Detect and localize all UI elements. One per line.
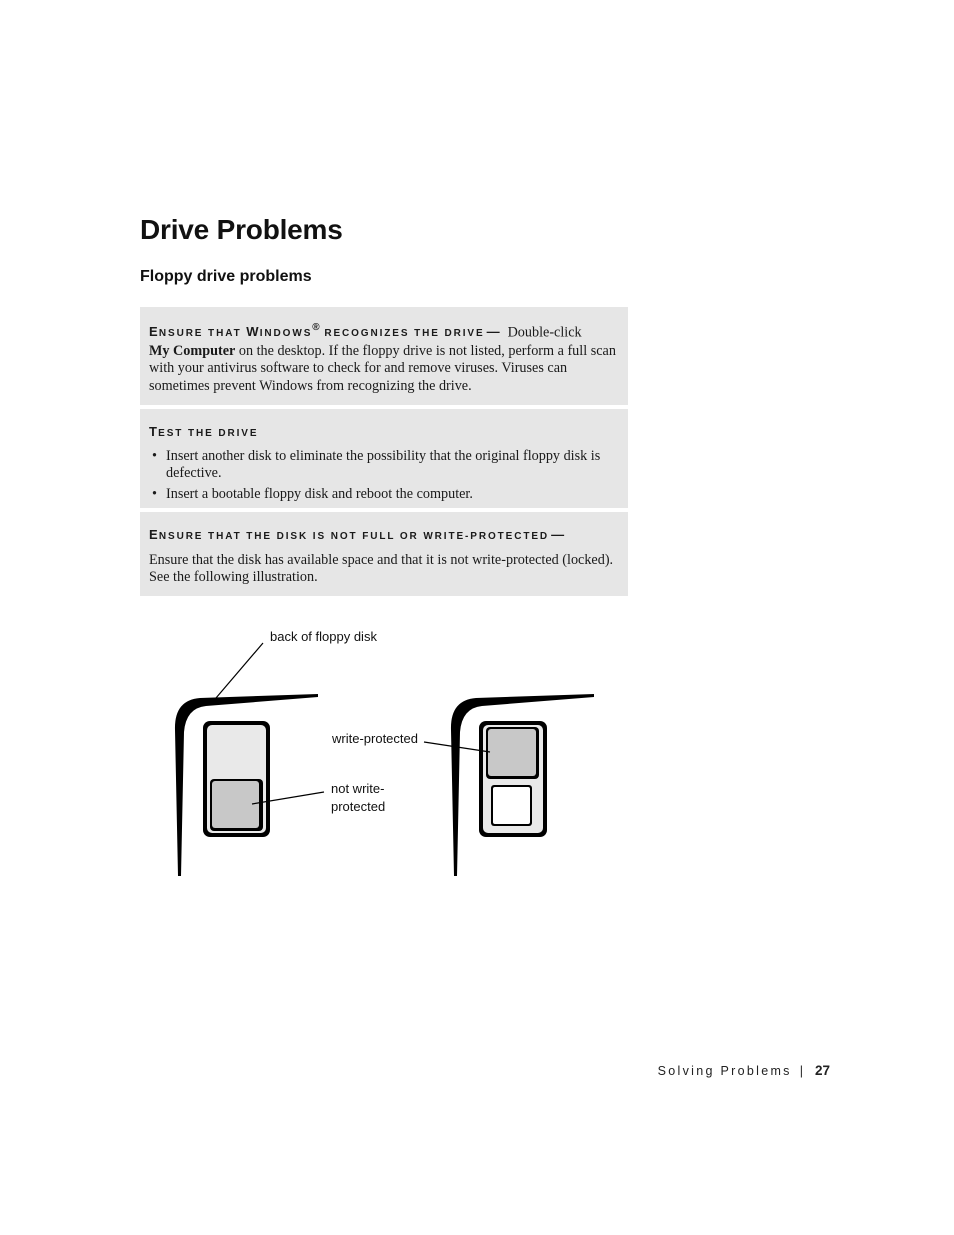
leader-line-write-protected [424,742,490,752]
em-dash: — [551,527,565,542]
my-computer-term: My Computer [149,342,236,359]
tip-lead: Double-click [507,324,582,341]
write-protect-slot-unlocked [203,721,270,837]
label-back-of-floppy-disk: back of floppy disk [270,629,377,644]
label-not-write-protected-line1: not write- [331,781,385,796]
bullet-list [149,448,616,504]
tip-box-test-drive [140,409,628,508]
page-number: 27 [814,1063,830,1078]
tip-heading: ENSURE THAT WINDOWS® RECOGNIZES THE DRIVE [149,322,485,340]
label-write-protected: write-protected [332,731,418,746]
footer-section-name: Solving Problems [657,1064,792,1078]
tip-body: Ensure that the disk has available space and that it is not write-protected (locked). See the following illustration. [149,551,614,585]
label-not-write-protected-line2: protected [331,799,386,814]
tip-box-windows-recognizes [140,307,628,405]
leader-line-back [210,643,263,705]
tip-heading: ENSURE THAT THE DISK IS NOT FULL OR WRITE-PROTECTED [149,527,550,542]
list-item: • Insert another disk to eliminate the possibility that the original floppy disk is defective. [149,448,616,483]
open-window [493,787,530,824]
write-protect-slot-locked [479,721,547,837]
tip-body: on the desktop. If the floppy drive is not listed, perform a full scan with your antivirus software to check for and remove viruses. Viruses can sometimes prevent Windows from recognizing the drive. [149,342,616,394]
page-title: Drive Problems [140,214,343,245]
footer-separator: | [799,1064,803,1078]
disk-corner-left [175,694,318,876]
slider-tab [488,729,536,776]
leader-line-not-write-protected [252,792,324,804]
em-dash: — [486,324,500,340]
page-footer [658,1063,830,1078]
tip-heading: TEST THE DRIVE [149,424,259,439]
tip-box-disk-not-full [140,512,628,596]
list-item: • Insert a bootable floppy disk and reboot the computer. [149,486,616,504]
disk-corner-right [451,694,594,876]
tip-heading-line [149,526,616,546]
registered-mark: ® [312,322,320,333]
slider-tab [212,781,259,828]
section-title: Floppy drive problems [140,268,312,285]
